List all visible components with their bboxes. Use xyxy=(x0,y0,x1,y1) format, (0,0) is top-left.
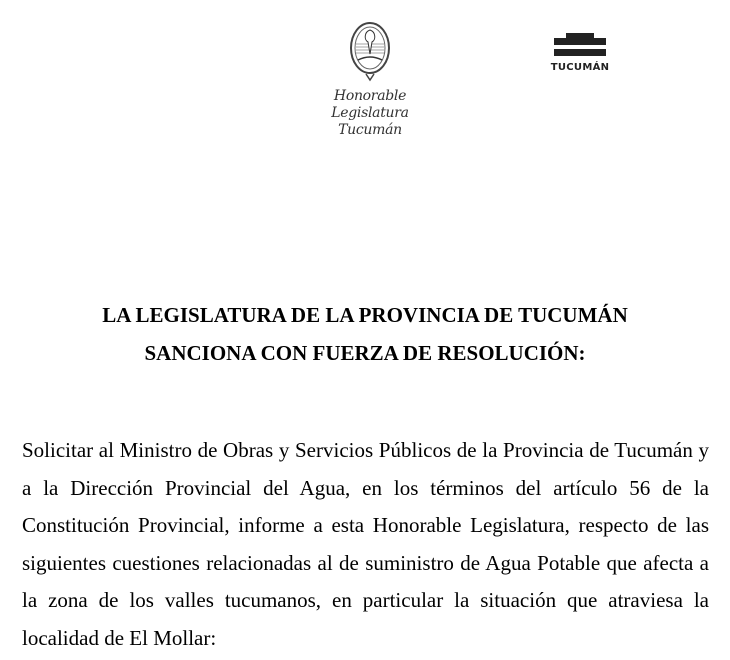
resolution-heading-line-2: SANCIONA CON FUERZA DE RESOLUCIÓN: xyxy=(144,341,586,365)
logo-line-1: Honorable Legislatura xyxy=(331,88,409,121)
logo-line-2: Tucumán xyxy=(338,122,402,138)
coat-of-arms-icon xyxy=(346,18,394,84)
tucuman-logo-label: TUCUMÁN xyxy=(550,62,610,73)
legislature-logo-text xyxy=(296,88,444,139)
resolution-heading-line-1: LA LEGISLATURA DE LA PROVINCIA DE TUCUMÁN xyxy=(102,303,628,327)
resolution-body-paragraph: Solicitar al Ministro de Obras y Servicios Públicos de la Provincia de Tucumán y a la Dirección Provincial del Agua, en los términos del artículo 56 de la Constitución Provincial, informe a esta Honorable Legislatura, respecto de las siguientes cuestiones relacionadas al de suministro de Agua Potable que afecta a la zona de los valles tucumanos, en particular la situación que atraviesa la localidad de El Mollar: xyxy=(22,438,709,650)
